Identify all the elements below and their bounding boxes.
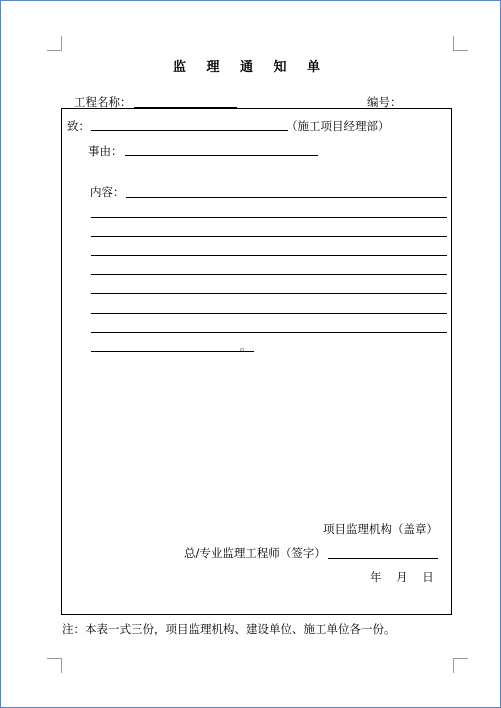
subject-label: 事由： (88, 144, 123, 158)
subject-field[interactable] (125, 155, 318, 156)
to-suffix: （施工项目经理部） (286, 119, 390, 133)
document-title: 监 理 通 知 单 (172, 60, 329, 75)
content-line[interactable] (91, 217, 447, 218)
content-line[interactable] (91, 293, 447, 294)
content-line[interactable] (91, 313, 447, 314)
engineer-label: 总/专业监理工程师（签字） (184, 546, 326, 560)
content-line[interactable] (91, 332, 447, 333)
content-end-mark: 。 (240, 339, 252, 353)
footnote: 注：本表一式三份，项目监理机构、建设单位、施工单位各一份。 (62, 622, 396, 636)
supervision-org-label: 项目监理机构（盖章） (323, 522, 438, 536)
crop-mark-bottom-left (47, 658, 62, 673)
content-line[interactable] (91, 274, 447, 275)
crop-mark-top-left (47, 36, 62, 51)
crop-mark-bottom-right (453, 658, 468, 673)
content-label: 内容： (90, 185, 125, 199)
number-label: 编号： (367, 95, 402, 109)
crop-mark-top-right (453, 36, 468, 51)
content-line[interactable] (126, 197, 447, 198)
engineer-signature-field[interactable] (328, 558, 438, 559)
to-label: 致： (67, 119, 90, 133)
content-line-last[interactable] (91, 351, 254, 352)
content-line[interactable] (91, 255, 447, 256)
date-label: 年 月 日 (370, 570, 434, 584)
content-line[interactable] (91, 236, 447, 237)
project-name-label: 工程名称： (74, 95, 132, 109)
to-field[interactable] (91, 130, 288, 131)
